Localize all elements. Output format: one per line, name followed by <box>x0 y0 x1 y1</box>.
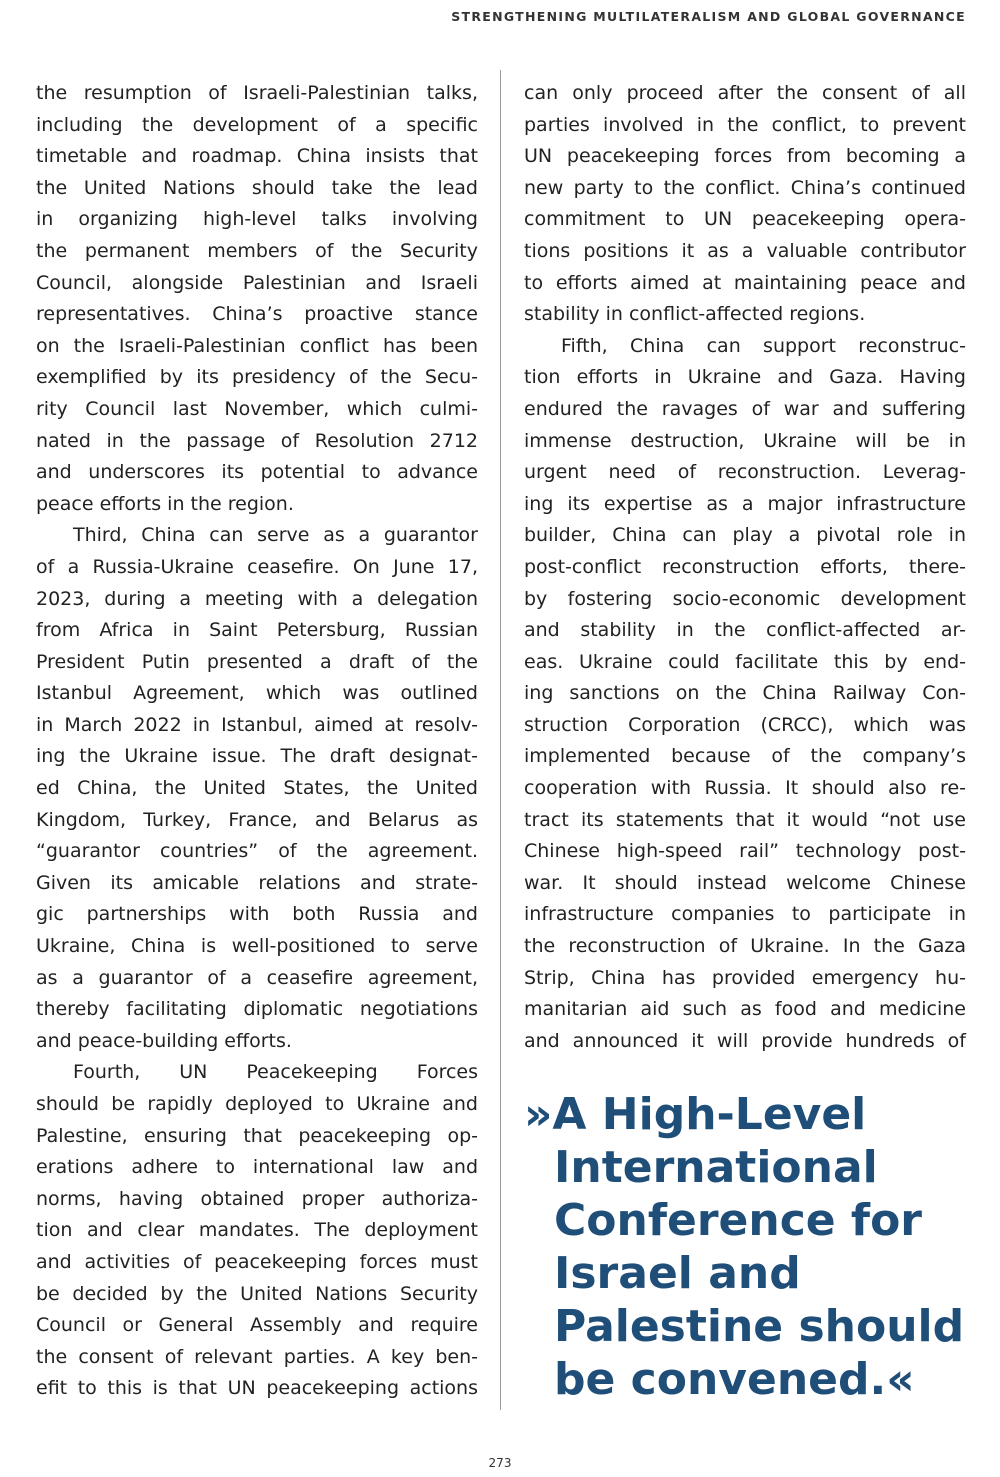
text-line: Palestine, ensuring that peacekeeping op- <box>36 1124 478 1147</box>
text-line: from Africa in Saint Petersburg, Russian <box>36 619 478 642</box>
text-line: ing its expertise as a major infrastructure <box>524 492 966 515</box>
text-line: peace efforts in the region. <box>36 492 294 515</box>
text-line: thereby facilitating diplomatic negotiations <box>36 998 478 1021</box>
text-line: and stability in the conflict-affected ar- <box>524 619 966 642</box>
pull-quote-line: Palestine should <box>554 1301 965 1352</box>
pull-quote-line: »A High-Level <box>524 1089 867 1140</box>
text-line: as a guarantor of a ceasefire agreement, <box>36 966 478 989</box>
text-line: new party to the conflict. China’s continued <box>524 176 966 199</box>
text-line: ing the Ukraine issue. The draft designat- <box>36 745 478 768</box>
text-line: commitment to UN peacekeeping opera- <box>524 208 966 231</box>
text-line: ed China, the United States, the United <box>36 777 478 800</box>
text-line: and activities of peacekeeping forces must <box>36 1250 478 1273</box>
text-line: gic partnerships with both Russia and <box>36 903 478 926</box>
text-line: “guarantor countries” of the agreement. <box>36 840 478 863</box>
text-line: the resumption of Israeli-Palestinian talks, <box>36 82 478 104</box>
text-line: tion and clear mandates. The deployment <box>36 1219 478 1242</box>
running-head: STRENGTHENING MULTILATERALISM AND GLOBAL GOVERNANCE <box>451 9 966 24</box>
text-line: to efforts aimed at maintaining peace and <box>524 271 966 294</box>
text-line: the United Nations should take the lead <box>36 176 478 199</box>
text-line: cooperation with Russia. It should also re- <box>524 777 966 800</box>
text-line: war. It should instead welcome Chinese <box>524 871 966 894</box>
text-line: in March 2022 in Istanbul, aimed at resolv- <box>36 713 478 736</box>
text-line: Strip, China has provided emergency hu- <box>524 966 966 989</box>
text-line: the consent of relevant parties. A key ben- <box>36 1345 478 1368</box>
text-line: manitarian aid such as food and medicine <box>524 998 966 1021</box>
text-line: erations adhere to international law and <box>36 1156 478 1179</box>
page-number: 273 <box>488 1456 512 1470</box>
text-line: the reconstruction of Ukraine. In the Gaza <box>524 935 966 958</box>
text-line: tract its statements that it would “not use <box>524 808 966 831</box>
text-line: urgent need of reconstruction. Leverag- <box>524 461 966 484</box>
text-line: the permanent members of the Security <box>36 239 478 262</box>
right-text-column <box>524 78 966 1057</box>
text-line: parties involved in the conflict, to prevent <box>524 113 966 136</box>
text-line: Third, China can serve as a guarantor <box>73 524 478 547</box>
text-line: by fostering socio-economic development <box>524 587 966 610</box>
text-line: norms, having obtained proper authoriza- <box>36 1187 478 1210</box>
text-line: representatives. China’s proactive stance <box>36 303 478 326</box>
left-text-column <box>36 78 478 1405</box>
pull-quote-line: International <box>554 1142 878 1193</box>
text-line: President Putin presented a draft of the <box>36 650 478 673</box>
text-line: including the development of a specific <box>36 113 478 136</box>
text-line: efit to this is that UN peacekeeping actions <box>36 1377 478 1400</box>
pull-quote-line: Israel and <box>554 1248 801 1299</box>
column-divider <box>500 70 501 1410</box>
pull-quote-line: Conference for <box>554 1195 923 1246</box>
text-line: Given its amicable relations and strate- <box>36 871 478 894</box>
text-line: 2023, during a meeting with a delegation <box>36 587 478 610</box>
text-line: of a Russia-Ukraine ceasefire. On June 17, <box>36 555 478 578</box>
text-line: UN peacekeeping forces from becoming a <box>524 145 966 168</box>
text-line: post-conflict reconstruction efforts, there- <box>524 555 966 578</box>
text-line: and announced it will provide hundreds of <box>524 1029 966 1052</box>
text-line: stability in conflict-affected regions. <box>524 303 866 326</box>
text-line: Fourth, UN Peacekeeping Forces <box>73 1061 478 1084</box>
text-line: endured the ravages of war and suffering <box>524 397 966 420</box>
text-line: immense destruction, Ukraine will be in <box>524 429 966 452</box>
text-line: in organizing high-level talks involving <box>36 208 478 231</box>
text-line: rity Council last November, which culmi- <box>36 397 478 420</box>
text-line: struction Corporation (CRCC), which was <box>524 713 966 736</box>
text-line: on the Israeli-Palestinian conflict has been <box>36 334 478 357</box>
text-line: builder, China can play a pivotal role in <box>524 524 966 547</box>
text-line: Chinese high-speed rail” technology post- <box>524 840 966 863</box>
text-line: should be rapidly deployed to Ukraine and <box>36 1093 478 1115</box>
text-line: implemented because of the company’s <box>524 745 966 768</box>
text-line: Council, alongside Palestinian and Israeli <box>36 271 478 294</box>
text-line: ing sanctions on the China Railway Con- <box>524 682 966 705</box>
text-line: timetable and roadmap. China insists that <box>36 145 478 168</box>
text-line: Ukraine, China is well-positioned to serve <box>36 935 478 958</box>
text-line: Kingdom, Turkey, France, and Belarus as <box>36 808 478 831</box>
text-line: exemplified by its presidency of the Secu- <box>36 366 478 389</box>
text-line: and underscores its potential to advance <box>36 461 478 484</box>
text-line: infrastructure companies to participate in <box>524 903 966 926</box>
text-line: tion efforts in Ukraine and Gaza. Having <box>524 366 966 389</box>
text-line: Council or General Assembly and require <box>36 1314 478 1337</box>
text-line: and peace-building efforts. <box>36 1029 292 1052</box>
text-line: nated in the passage of Resolution 2712 <box>36 429 478 452</box>
text-line: Istanbul Agreement, which was outlined <box>36 682 478 705</box>
text-line: tions positions it as a valuable contributor <box>524 239 966 262</box>
pull-quote-line: be convened.« <box>554 1354 915 1405</box>
text-line: Fifth, China can support reconstruc- <box>561 334 966 357</box>
text-line: be decided by the United Nations Security <box>36 1282 478 1305</box>
text-line: eas. Ukraine could facilitate this by end- <box>524 650 966 673</box>
text-line: can only proceed after the consent of all <box>524 82 966 104</box>
pull-quote <box>524 1088 964 1406</box>
